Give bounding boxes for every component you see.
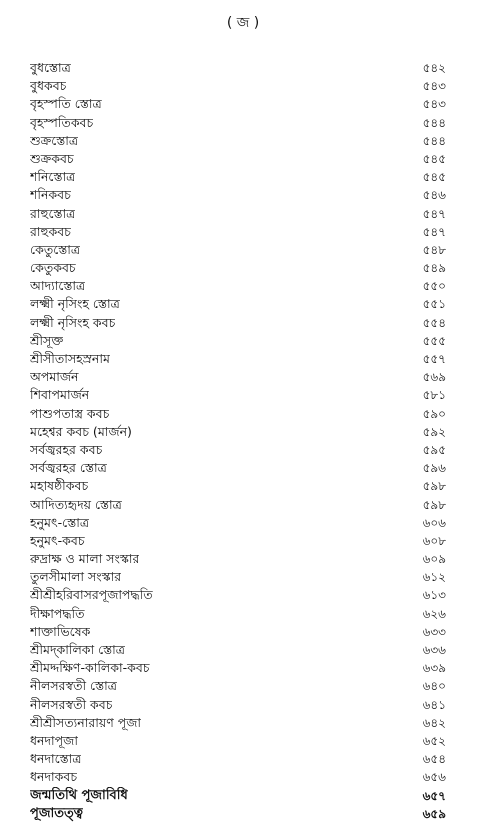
toc-entry-34 — [30, 677, 448, 695]
toc-entry-7 — [30, 186, 448, 204]
toc-entry-title: বুধকবচ — [30, 78, 67, 94]
toc-entry-page: ৬০৯ — [422, 552, 446, 567]
toc-entry-page: ৬৩৩ — [422, 624, 446, 639]
toc-entry-page: ৫৮১ — [422, 388, 446, 403]
toc-entry-page: ৫৫১ — [422, 297, 446, 312]
toc-entry-title: হনুমৎ-স্তোত্র — [30, 514, 90, 530]
toc-entry-39 — [30, 768, 448, 786]
toc-entry-title: বুধস্তোত্র — [30, 60, 71, 75]
toc-entry-page: ৫৫৫ — [422, 333, 446, 348]
toc-entry-page: ৫৪৫ — [422, 170, 446, 185]
toc-entry-35 — [30, 696, 448, 714]
toc-entry-page: ৫৪৪ — [422, 133, 446, 148]
toc-entry-title: শুক্রকবচ — [30, 150, 74, 166]
toc-entry-page: ৫৫৪ — [422, 315, 446, 330]
toc-entry-title: নীলসরস্বতী স্তোত্র — [30, 678, 117, 694]
toc-entry-8 — [30, 205, 448, 223]
toc-entry-title: হনুমৎ-কবচ — [30, 532, 85, 548]
toc-entry-page: ৬৩৬ — [422, 643, 446, 657]
toc-entry-page: ৫৪৩ — [422, 97, 446, 112]
toc-entry-13 — [30, 295, 448, 313]
toc-entry-page: ৫৪২ — [422, 61, 446, 75]
toc-entry-title: শুক্রস্তোত্র — [30, 132, 79, 148]
toc-entry-title: আদিত্যহৃদয় স্তোত্র — [30, 496, 122, 512]
toc-entry-title: শ্রীশ্রীহরিবাসরপূজাপদ্ধতি — [30, 587, 153, 603]
toc-entry-1 — [30, 77, 448, 95]
toc-entry-title: অপমার্জন — [30, 369, 79, 385]
toc-entry-page: ৬৫৯ — [422, 806, 446, 821]
toc-entry-title: শিবাপমার্জন — [30, 387, 90, 403]
toc-entry-title: বৃহস্পতি স্তোত্র — [30, 96, 102, 112]
toc-entry-10 — [30, 241, 448, 259]
toc-entry-40 — [30, 787, 448, 805]
toc-entry-title: রাহুস্তোত্র — [30, 205, 76, 221]
toc-entry-24 — [30, 496, 448, 514]
toc-entry-9 — [30, 223, 448, 241]
toc-entry-title: শ্রীমদ্দক্ষিণ-কালিকা-কবচ — [30, 660, 150, 676]
toc-entry-page: ৬৫৪ — [422, 752, 446, 767]
toc-entry-title: শনিকবচ — [30, 187, 71, 203]
toc-entry-17 — [30, 368, 448, 386]
toc-entry-title: শ্রীমদ্‌কালিকা স্তোত্র — [30, 642, 125, 657]
toc-entry-title: আদ্যাস্তোত্র — [30, 278, 86, 294]
toc-entry-title: পাশুপতাস্ত্র কবচ — [30, 405, 110, 421]
toc-entry-14 — [30, 314, 448, 332]
toc-entry-page: ৬৩৯ — [422, 661, 446, 676]
toc-entry-page: ৬১৩ — [422, 588, 446, 603]
toc-entry-title: লক্ষ্মী নৃসিংহ কবচ — [30, 314, 116, 330]
toc-entry-27 — [30, 550, 448, 568]
toc-entry-36 — [30, 714, 448, 732]
toc-entry-page: ৫৯০ — [422, 406, 446, 421]
toc-entry-title: শাক্তাভিষেক — [30, 623, 91, 639]
toc-entry-title: রুদ্রাক্ষ ও মালা সংস্কার — [30, 551, 140, 567]
toc-entry-5 — [30, 150, 448, 168]
toc-entry-38 — [30, 750, 448, 768]
toc-entry-29 — [30, 586, 448, 604]
toc-entry-page: ৬২৬ — [422, 606, 446, 621]
toc-entry-title: শনিস্তোত্র — [30, 169, 76, 185]
toc-entry-12 — [30, 277, 448, 295]
toc-entry-0 — [30, 59, 448, 77]
toc-entry-page: ৬০৮ — [422, 533, 446, 548]
toc-entry-title: শ্রীশ্রীসত্যনারায়ণ পূজা — [30, 714, 142, 730]
page-number-header: ( জ ) — [226, 15, 260, 31]
toc-entry-page: ৫৪৮ — [422, 242, 446, 257]
toc-entry-page: ৬৪২ — [422, 715, 446, 730]
toc-entry-title: ধনদাকবচ — [30, 769, 78, 785]
toc-entry-18 — [30, 386, 448, 404]
toc-entry-page: ৫৫৭ — [422, 352, 446, 366]
toc-entry-title: শ্রীসূক্ত — [30, 332, 64, 348]
toc-entry-page: ৫৪৭ — [422, 224, 446, 239]
toc-entry-20 — [30, 423, 448, 441]
toc-entry-page: ৬০৬ — [422, 515, 446, 530]
toc-entry-6 — [30, 168, 448, 186]
toc-entry-page: ৬৫২ — [422, 733, 446, 748]
toc-entry-title: পূজাতত্ত্ব — [30, 805, 83, 821]
toc-entry-page: ৫৪৫ — [422, 151, 446, 166]
toc-entry-16 — [30, 350, 448, 368]
toc-entry-33 — [30, 659, 448, 677]
toc-entry-page: ৫৯৬ — [422, 461, 446, 476]
toc-entry-page: ৫৪৪ — [422, 115, 446, 130]
toc-entry-37 — [30, 732, 448, 750]
toc-entry-31 — [30, 623, 448, 641]
toc-entry-title: তুলসীমালা সংস্কার — [30, 569, 122, 585]
toc-entry-page: ৬১২ — [422, 570, 446, 585]
toc-entry-2 — [30, 95, 448, 113]
toc-entry-page: ৫৪৭ — [422, 206, 446, 221]
toc-entry-page: ৫৯৮ — [422, 497, 446, 512]
toc-entry-30 — [30, 605, 448, 623]
toc-entry-title: ধনদাপূজা — [30, 732, 78, 748]
toc-entry-page: ৬৪০ — [422, 679, 446, 694]
toc-entry-page: ৫৯৫ — [422, 442, 446, 457]
toc-entry-title: রাহুকবচ — [30, 223, 71, 239]
toc-entry-page: ৫৯৮ — [422, 479, 446, 494]
toc-entry-19 — [30, 405, 448, 423]
toc-entry-title: কেতুকবচ — [30, 260, 76, 276]
toc-entry-41 — [30, 805, 448, 823]
toc-entry-page: ৫৯২ — [422, 424, 446, 439]
toc-entry-21 — [30, 441, 448, 459]
toc-entry-page: ৬৫৭ — [422, 788, 446, 803]
toc-entry-title: নীলসরস্বতী কবচ — [30, 696, 113, 712]
toc-entry-32 — [30, 641, 448, 659]
toc-entry-22 — [30, 459, 448, 477]
toc-entry-title: সর্বজ্বরহর স্তোত্র — [30, 460, 107, 476]
toc-entry-11 — [30, 259, 448, 277]
toc-entry-title: বৃহস্পতিকবচ — [30, 114, 94, 130]
toc-entry-26 — [30, 532, 448, 550]
toc-entry-15 — [30, 332, 448, 350]
toc-entry-title: মহাষষ্ঠীকবচ — [30, 478, 89, 494]
toc-entry-23 — [30, 477, 448, 495]
toc-entry-title: লক্ষ্মী নৃসিংহ স্তোত্র — [30, 296, 120, 312]
toc-entry-title: জন্মতিথি পূজাবিধি — [30, 787, 128, 803]
toc-entry-title: শ্রীসীতাসহস্রনাম — [30, 351, 110, 366]
toc-entry-page: ৫৪৩ — [422, 79, 446, 94]
toc-entry-title: সর্বজ্বরহর কবচ — [30, 441, 103, 457]
toc-entry-title: কেতুস্তোত্র — [30, 241, 81, 257]
toc-entry-title: ধনদাস্তোত্র — [30, 751, 82, 767]
toc-entry-page: ৫৫০ — [422, 279, 446, 294]
toc-entry-4 — [30, 132, 448, 150]
toc-entry-3 — [30, 114, 448, 132]
toc-entry-page: ৫৬৯ — [422, 370, 446, 385]
toc-entry-page: ৫৪৬ — [422, 188, 446, 203]
toc-entry-page: ৬৫৬ — [422, 770, 446, 785]
toc-entry-28 — [30, 568, 448, 586]
toc-entry-page: ৬৪১ — [422, 697, 446, 712]
toc-entry-title: মহেশ্বর কবচ (মার্জন) — [30, 423, 132, 439]
toc-entry-title: দীক্ষাপদ্ধতি — [30, 605, 85, 621]
toc-entry-25 — [30, 514, 448, 532]
table-of-contents — [30, 59, 448, 823]
toc-entry-page: ৫৪৯ — [422, 261, 446, 276]
